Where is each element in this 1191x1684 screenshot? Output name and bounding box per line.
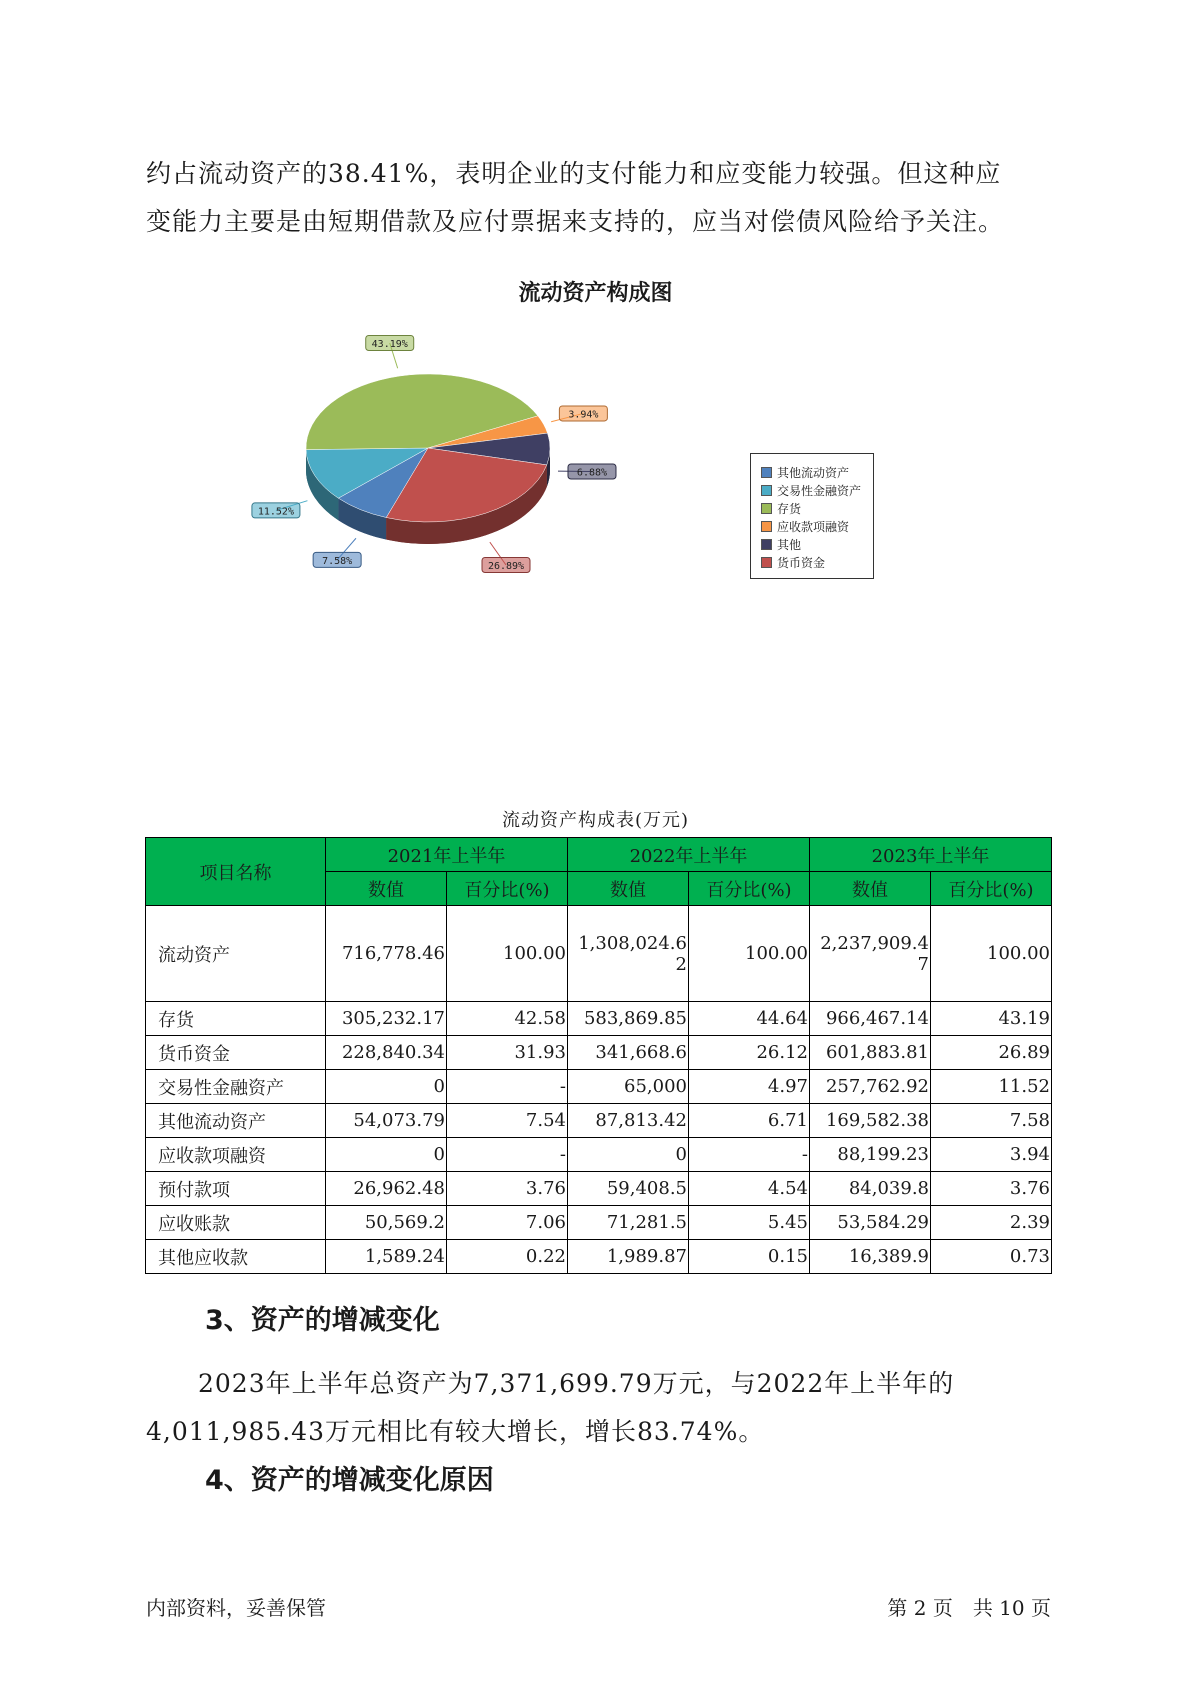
cell-value: 50,569.2 <box>326 1206 447 1240</box>
legend-item <box>761 553 873 571</box>
cell-value: 88,199.23 <box>810 1138 931 1172</box>
pie-label: 3.94% <box>568 409 599 421</box>
header-item-name: 项目名称 <box>146 838 326 906</box>
pie-label: 11.52% <box>257 506 294 518</box>
cell-percent: 3.76 <box>931 1172 1052 1206</box>
intro-paragraph <box>146 150 1056 246</box>
cell-percent: 7.58 <box>931 1104 1052 1138</box>
cell-value: 26,962.48 <box>326 1172 447 1206</box>
table-row <box>146 1036 1052 1070</box>
header-percent: 百分比(%) <box>931 872 1052 906</box>
cell-percent: 7.06 <box>447 1206 568 1240</box>
cell-percent: 43.19 <box>931 1002 1052 1036</box>
cell-value: 966,467.14 <box>810 1002 931 1036</box>
cell-percent: - <box>689 1138 810 1172</box>
cell-percent: 26.89 <box>931 1036 1052 1070</box>
table-row <box>146 1206 1052 1240</box>
row-name: 存货 <box>146 1002 326 1036</box>
legend-item <box>761 481 873 499</box>
row-name: 货币资金 <box>146 1036 326 1070</box>
legend-swatch <box>761 467 772 478</box>
cell-value: 1,989.87 <box>568 1240 689 1274</box>
section-3-paragraph <box>146 1360 1056 1456</box>
cell-percent: 42.58 <box>447 1002 568 1036</box>
cell-value: 71,281.5 <box>568 1206 689 1240</box>
cell-percent: 4.54 <box>689 1172 810 1206</box>
cell-value: 1,589.24 <box>326 1240 447 1274</box>
cell-percent: 100.00 <box>447 906 568 1002</box>
table-row <box>146 1138 1052 1172</box>
intro-line-1: 约占流动资产的38.41%，表明企业的支付能力和应变能力较强。但这种应 <box>146 159 1002 188</box>
cell-value: 87,813.42 <box>568 1104 689 1138</box>
cell-value: 84,039.8 <box>810 1172 931 1206</box>
cell-value: 169,582.38 <box>810 1104 931 1138</box>
cell-value: 0 <box>326 1138 447 1172</box>
pie-label: 7.58% <box>322 555 353 567</box>
legend-label: 应收款项融资 <box>777 519 850 534</box>
footer-left: 内部资料，妥善保管 <box>146 1596 326 1620</box>
intro-line-2: 变能力主要是由短期借款及应付票据来支持的，应当对偿债风险给予关注。 <box>146 207 1005 236</box>
cell-value: 341,668.6 <box>568 1036 689 1070</box>
legend-swatch <box>761 539 772 550</box>
row-name: 其他应收款 <box>146 1240 326 1274</box>
legend-label: 其他 <box>777 537 802 552</box>
cell-percent: - <box>447 1138 568 1172</box>
cell-value: 583,869.85 <box>568 1002 689 1036</box>
cell-value: 54,073.79 <box>326 1104 447 1138</box>
cell-value: 0 <box>568 1138 689 1172</box>
row-name: 流动资产 <box>146 906 326 1002</box>
current-assets-table <box>145 837 1052 1274</box>
legend-item <box>761 499 873 517</box>
cell-percent: 2.39 <box>931 1206 1052 1240</box>
chart-title: 流动资产构成图 <box>518 281 673 306</box>
pie-label: 43.19% <box>371 338 408 350</box>
legend-swatch <box>761 485 772 496</box>
chart-legend <box>750 453 874 579</box>
pie-chart <box>250 340 630 590</box>
cell-percent: 4.97 <box>689 1070 810 1104</box>
header-period: 2023年上半年 <box>810 838 1052 872</box>
cell-value: 0 <box>326 1070 447 1104</box>
cell-percent: 100.00 <box>931 906 1052 1002</box>
cell-percent: 7.54 <box>447 1104 568 1138</box>
header-value: 数值 <box>326 872 447 906</box>
legend-label: 存货 <box>777 501 802 516</box>
header-value: 数值 <box>568 872 689 906</box>
table-row <box>146 1172 1052 1206</box>
cell-percent: 26.12 <box>689 1036 810 1070</box>
table-caption: 流动资产构成表(万元) <box>501 810 690 831</box>
header-value: 数值 <box>810 872 931 906</box>
header-percent: 百分比(%) <box>447 872 568 906</box>
table-row <box>146 1240 1052 1274</box>
cell-value: 53,584.29 <box>810 1206 931 1240</box>
cell-percent: 11.52 <box>931 1070 1052 1104</box>
cell-percent: 0.22 <box>447 1240 568 1274</box>
cell-percent: 3.76 <box>447 1172 568 1206</box>
cell-value: 716,778.46 <box>326 906 447 1002</box>
cell-percent: 3.94 <box>931 1138 1052 1172</box>
section-3-heading: 3、资产的增减变化 <box>205 1305 440 1336</box>
table-row <box>146 1002 1052 1036</box>
cell-value: 601,883.81 <box>810 1036 931 1070</box>
section-4-heading: 4、资产的增减变化原因 <box>205 1465 494 1496</box>
footer-page-number: 第 2 页 共 10 页 <box>887 1596 1051 1620</box>
cell-percent: 44.64 <box>689 1002 810 1036</box>
cell-percent: 100.00 <box>689 906 810 1002</box>
cell-value: 59,408.5 <box>568 1172 689 1206</box>
section-3-line-2: 4,011,985.43万元相比有较大增长，增长83.74%。 <box>146 1417 765 1446</box>
row-name: 交易性金融资产 <box>146 1070 326 1104</box>
legend-item <box>761 535 873 553</box>
legend-swatch <box>761 557 772 568</box>
cell-value: 1,308,024.62 <box>568 906 689 1002</box>
legend-item <box>761 463 873 481</box>
pie-label: 26.89% <box>487 561 525 573</box>
row-name: 应收款项融资 <box>146 1138 326 1172</box>
row-name: 预付款项 <box>146 1172 326 1206</box>
legend-label: 交易性金融资产 <box>777 483 862 498</box>
legend-label: 其他流动资产 <box>777 465 850 480</box>
header-percent: 百分比(%) <box>689 872 810 906</box>
header-period: 2021年上半年 <box>326 838 568 872</box>
cell-value: 65,000 <box>568 1070 689 1104</box>
cell-value: 228,840.34 <box>326 1036 447 1070</box>
cell-percent: - <box>447 1070 568 1104</box>
cell-percent: 6.71 <box>689 1104 810 1138</box>
legend-label: 货币资金 <box>777 555 826 570</box>
cell-value: 16,389.9 <box>810 1240 931 1274</box>
cell-percent: 0.15 <box>689 1240 810 1274</box>
cell-percent: 0.73 <box>931 1240 1052 1274</box>
cell-value: 305,232.17 <box>326 1002 447 1036</box>
row-name: 应收账款 <box>146 1206 326 1240</box>
cell-percent: 5.45 <box>689 1206 810 1240</box>
cell-percent: 31.93 <box>447 1036 568 1070</box>
table-row <box>146 906 1052 1002</box>
legend-item <box>761 517 873 535</box>
legend-swatch <box>761 521 772 532</box>
header-period: 2022年上半年 <box>568 838 810 872</box>
table-row <box>146 1104 1052 1138</box>
cell-value: 2,237,909.47 <box>810 906 931 1002</box>
table-row <box>146 1070 1052 1104</box>
section-3-line-1: 2023年上半年总资产为7,371,699.79万元，与2022年上半年的 <box>198 1369 955 1398</box>
cell-value: 257,762.92 <box>810 1070 931 1104</box>
pie-label: 6.88% <box>576 467 608 479</box>
legend-swatch <box>761 503 772 514</box>
row-name: 其他流动资产 <box>146 1104 326 1138</box>
